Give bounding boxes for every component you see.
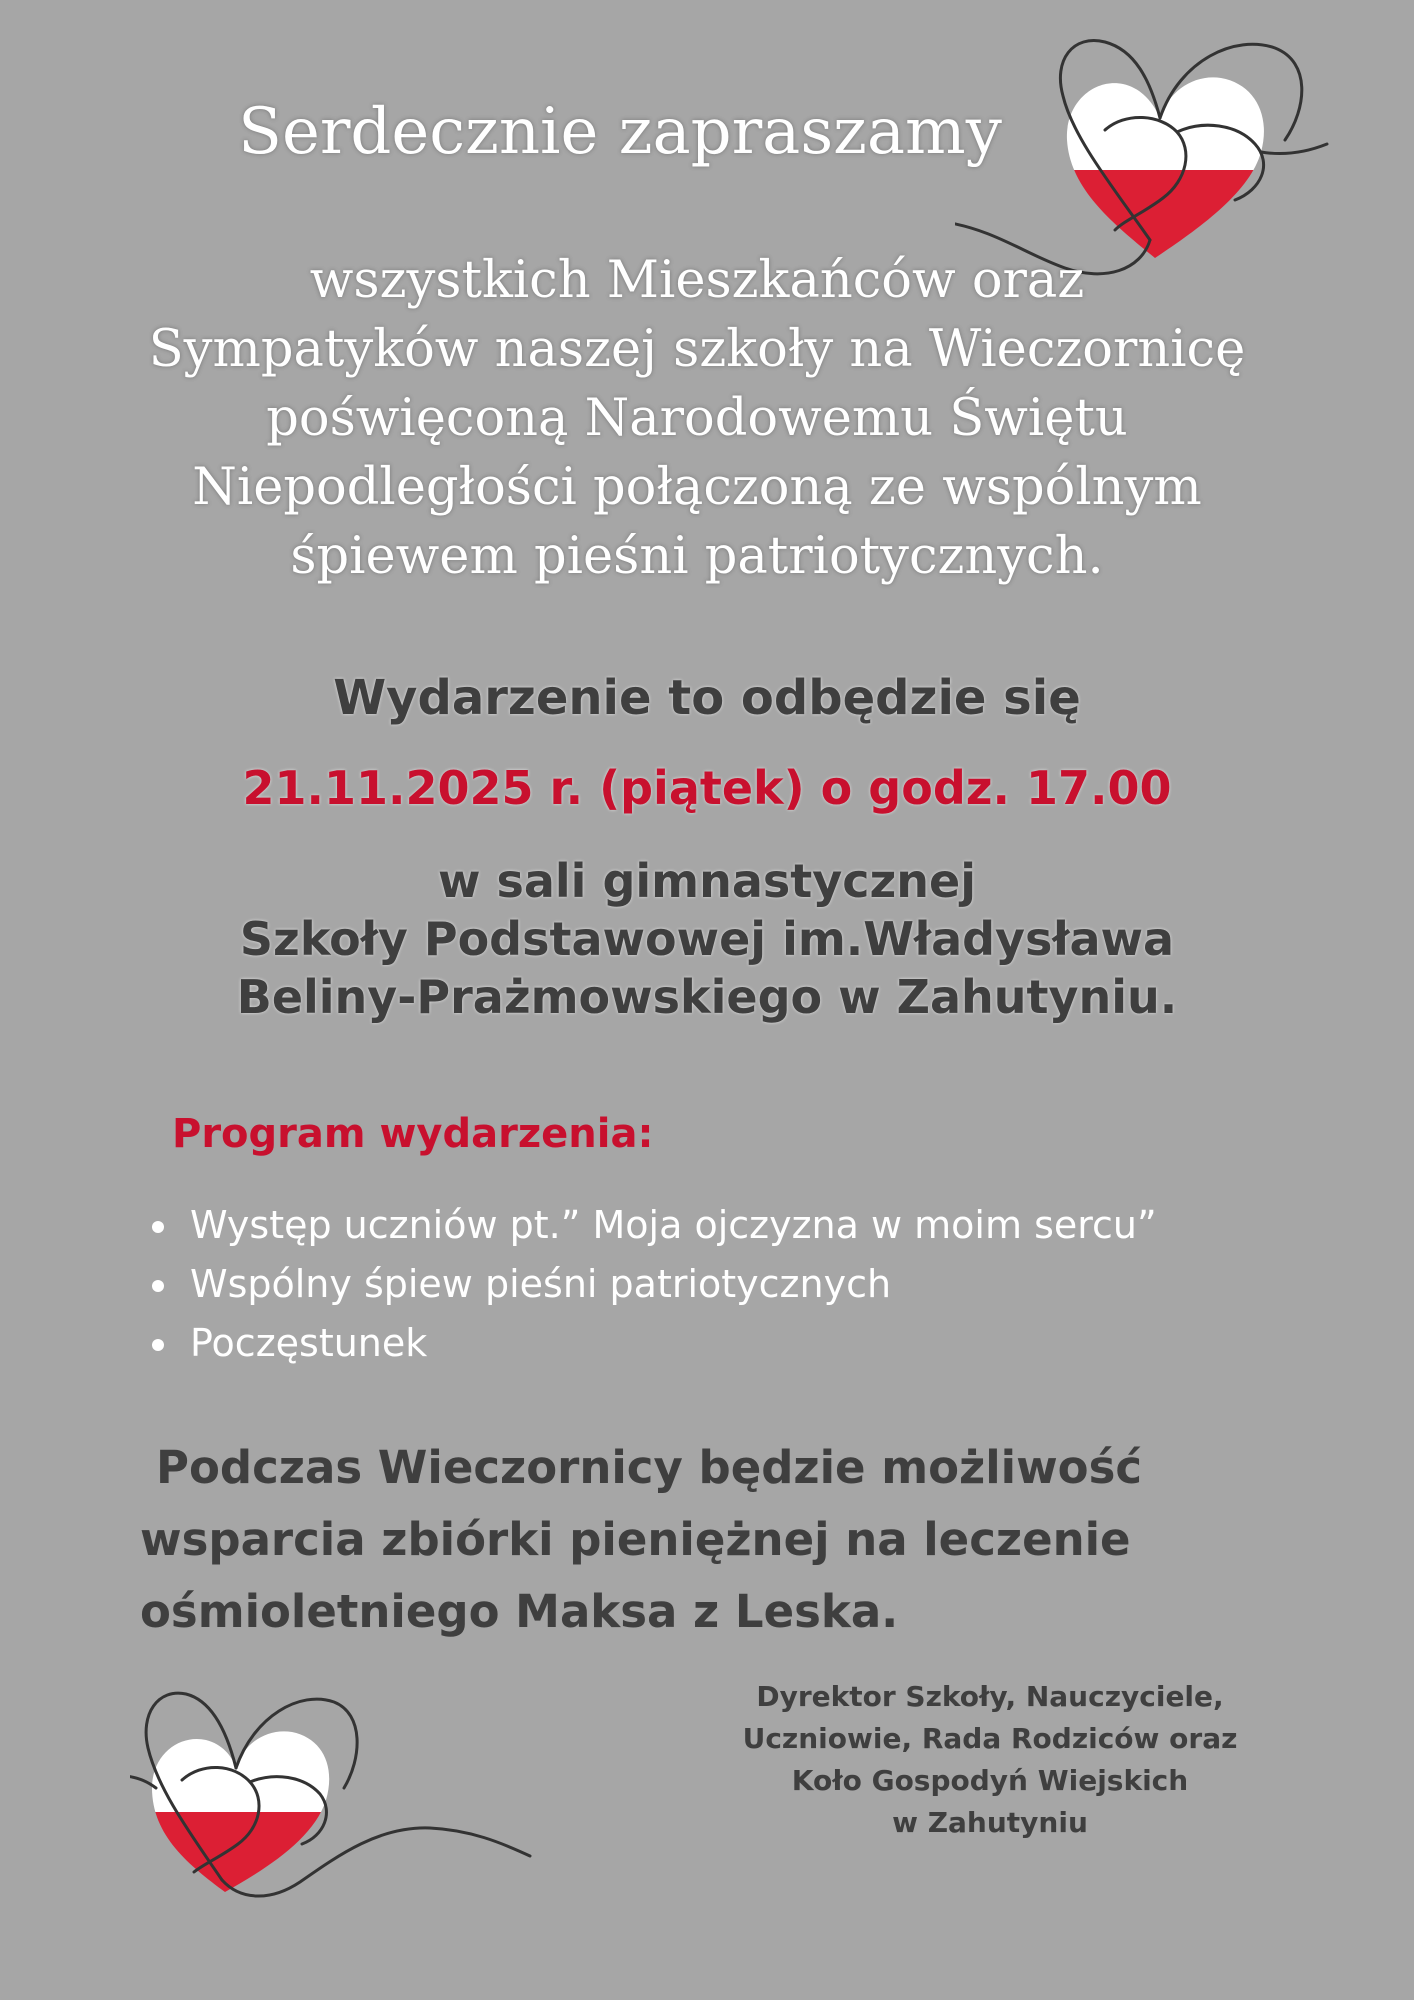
signature-line: Uczniowie, Rada Rodziców oraz <box>742 1722 1238 1755</box>
list-item: Występ uczniów pt.” Moja ojczyzna w moim sercu” <box>150 1196 1157 1255</box>
program-list <box>150 1196 1157 1373</box>
venue-line: w sali gimnastycznej <box>437 854 976 908</box>
event-intro: Wydarzenie to odbędzie się <box>333 670 1081 726</box>
venue-line: Szkoły Podstawowej im.Władysława <box>239 912 1175 966</box>
invitation-line: Niepodległości połączoną ze wspólnym <box>192 458 1202 517</box>
event-date: 21.11.2025 r. (piątek) o godz. 17.00 <box>242 761 1172 815</box>
invitation-line: Sympatyków naszej szkoły na Wieczornicę <box>148 320 1246 379</box>
program-heading: Program wydarzenia: <box>172 1111 654 1157</box>
fundraiser-line: Podczas Wieczornicy będzie możliwość <box>156 1441 1143 1494</box>
list-item: Wspólny śpiew pieśni patriotycznych <box>150 1255 1157 1314</box>
invitation-line: poświęconą Narodowemu Świętu <box>266 389 1128 448</box>
invitation-line: śpiewem pieśni patriotycznych. <box>290 527 1104 586</box>
signature-line: Dyrektor Szkoły, Nauczyciele, <box>756 1680 1224 1713</box>
invitation-text <box>60 246 1334 591</box>
polish-flag-heart-icon <box>130 1676 570 1906</box>
venue-line: Beliny-Prażmowskiego w Zahutyniu. <box>236 970 1178 1024</box>
fundraiser-line: ośmioletniego Maksa z Leska. <box>140 1585 899 1638</box>
invitation-line: wszystkich Mieszkańców oraz <box>309 251 1085 310</box>
event-venue <box>60 852 1354 1026</box>
organizers-signature <box>690 1676 1290 1844</box>
fundraiser-notice <box>140 1432 1340 1648</box>
fundraiser-line: wsparcia zbiórki pieniężnej na leczenie <box>140 1513 1131 1566</box>
list-item: Poczęstunek <box>150 1314 1157 1373</box>
signature-line: w Zahutyniu <box>892 1806 1088 1839</box>
signature-line: Koło Gospodyń Wiejskich <box>791 1764 1189 1797</box>
invitation-heading: Serdecznie zapraszamy <box>238 95 1002 169</box>
